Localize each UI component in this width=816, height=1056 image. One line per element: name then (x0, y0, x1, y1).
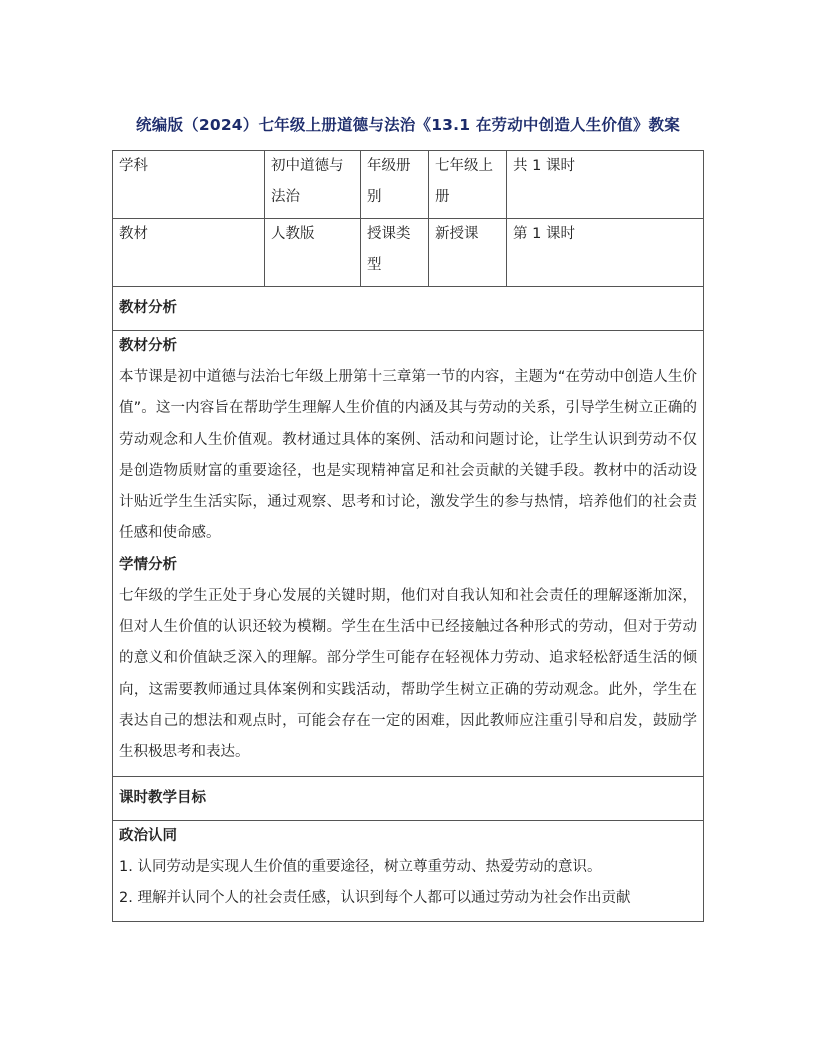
subheading-learner-analysis: 学情分析 (119, 556, 177, 573)
subheading-textbook-analysis: 教材分析 (119, 338, 177, 354)
document-title: 统编版（2024）七年级上册道德与法治《13.1 在劳动中创造人生价值》教案 (136, 116, 680, 134)
info-row-textbook (113, 219, 704, 287)
textbook-analysis-text: 本节课是初中道德与法治七年级上册第十三章第一节的内容，主题为“在劳动中创造人生价值”。这一内容旨在帮助学生理解人生价值的内涵及其与劳动的关系，引导学生树立正确的劳动观念和人生价值观。教材通过具体的案例、活动和问题讨论，让学生认识到劳动不仅是创造物质财富的重要途径，也是实现精神富足和社会贡献的关键手段。教材中的活动设计贴近学生生活实际，通过观察、思考和讨论，激发学生的参与热情，培养他们的社会责任感和使命感。 (119, 369, 697, 542)
lesson-plan-table (112, 150, 704, 922)
info-row-subject (113, 151, 704, 219)
analysis-content-row (113, 331, 704, 777)
analysis-header-row (113, 287, 704, 331)
goal-item-2: 2. 理解并认同个人的社会责任感，认识到每个人都可以通过劳动为社会作出贡献 (119, 890, 631, 906)
subheading-political-identity: 政治认同 (119, 828, 177, 844)
goals-content-row (113, 821, 704, 922)
subject-value: 初中道德与法治 (265, 151, 361, 219)
grade-value: 七年级上册 (429, 151, 507, 219)
section-heading-analysis: 教材分析 (113, 287, 704, 331)
section-heading-goals: 课时教学目标 (113, 777, 704, 821)
total-hours: 共 1 课时 (507, 151, 704, 219)
hour-number: 第 1 课时 (507, 219, 704, 287)
textbook-label: 教材 (113, 219, 265, 287)
goals-header-row (113, 777, 704, 821)
type-label: 授课类型 (361, 219, 429, 287)
analysis-block (113, 331, 704, 777)
goals-block (113, 821, 704, 922)
grade-label: 年级册别 (361, 151, 429, 219)
subject-label: 学科 (113, 151, 265, 219)
type-value: 新授课 (429, 219, 507, 287)
learner-analysis-text: 七年级的学生正处于身心发展的关键时期，他们对自我认知和社会责任的理解逐渐加深，但对人生价值的认识还较为模糊。学生在生活中已经接触过各种形式的劳动，但对于劳动的意义和价值缺乏深入的理解。部分学生可能存在轻视体力劳动、追求轻松舒适生活的倾向，这需要教师通过具体案例和实践活动，帮助学生树立正确的劳动观念。此外，学生在表达自己的想法和观点时，可能会存在一定的困难，因此教师应注重引导和启发，鼓励学生积极思考和表达。 (119, 587, 697, 761)
textbook-value: 人教版 (265, 219, 361, 287)
goal-item-1: 1. 认同劳动是实现人生价值的重要途径，树立尊重劳动、热爱劳动的意识。 (119, 859, 602, 875)
